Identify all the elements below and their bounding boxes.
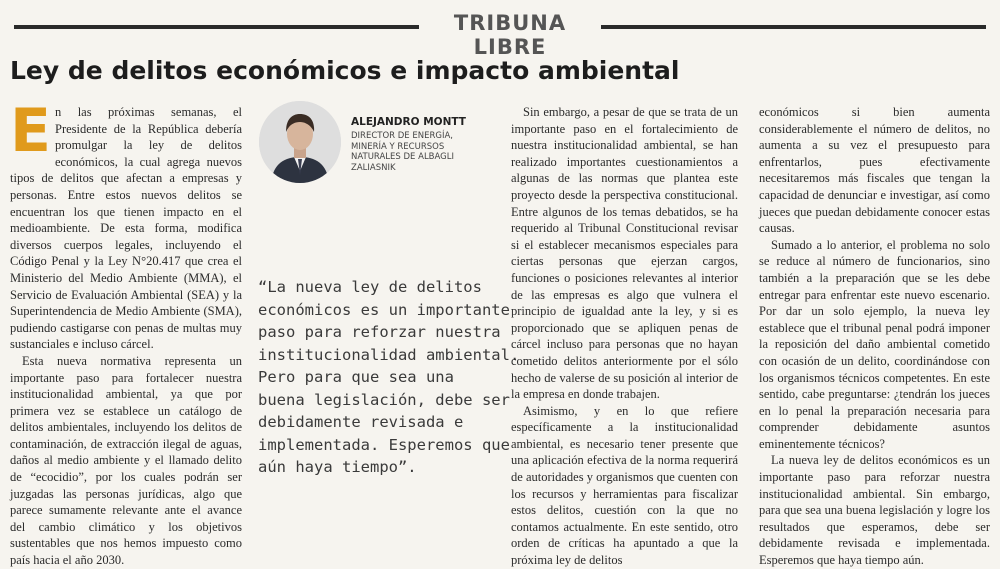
dropcap: E xyxy=(10,96,51,166)
section-label: TRIBUNA LIBRE xyxy=(453,11,567,59)
author-role-line: NATURALES DE ALBAGLI xyxy=(351,152,455,162)
paragraph: Asimismo, y en lo que refiere específicamente a la institucionalidad ambiental, es necesario tener presente que una aplicación efectiva de la norma requerirá de autoridades y organismos que cuenten con los recursos y herramientas para fiscalizar estos delitos, cuestión con la que no contamos actualmente. En este sentido, otro orden de críticas ha apuntado a que la próxima ley de delitos xyxy=(511,403,738,568)
paragraph: económicos si bien aumenta considerablemente el número de delitos, no aumenta a su vez el presupuesto para enfrentarlos, pues efectivamente necesitaremos más fiscales que tengan la capacidad de denunciar e investigar, así como jueces que puedan debidamente conocer estas causas. xyxy=(759,105,990,236)
paragraph-text: n las próximas semanas, el Presidente de la República debería promulgar la ley de delitos económicos, la cual agrega nuevos tipos de delitos que afectan a empresas y personas. Entre estos nuevos delitos se encuentran los que tienen impacto en el medioambiente. De esta forma, modifica diversos cuerpos legales, incluyendo el Código Penal y la Ley N°20.417 que crea el Ministerio del Medio Ambiente (MMA), el Servicio de Evaluación Ambiental (SEA) y la Superintendencia de Medio Ambiente (SMA), pudiendo castigarse con penas de multas muy sustanciales e incluso cárcel. xyxy=(10,105,242,352)
author-role-line: ZALIASNIK xyxy=(351,162,396,173)
header-rule-left xyxy=(14,25,419,29)
author-role-line: DIRECTOR DE ENERGÍA, xyxy=(351,131,453,141)
paragraph: Esta nueva normativa representa un importante paso para fortalecer nuestra institucionalidad ambiental, ya que por primera vez se establece un catálogo de delitos ambientales, incluyendo los delitos de contaminación, de extracción ilegal de aguas, daños al medio ambiente y el llamado delito de “ecocidio”, por los cuales podrán ser juzgadas las personas jurídicas, algo que parece sumamente relevante ante el avance del cambio climático y los objetivos sustentables que nos hemos impuesto como país hacia el año 2030. xyxy=(10,353,242,568)
section-header xyxy=(14,8,986,59)
author-role xyxy=(351,131,491,173)
author-portrait-icon xyxy=(259,101,341,183)
quote-line: institucionalidad ambiental. xyxy=(258,345,520,364)
header-rule-right xyxy=(601,25,986,29)
author-photo xyxy=(259,101,341,183)
pull-quote xyxy=(258,276,520,479)
column-3 xyxy=(511,104,738,569)
quote-line: implementada. Esperemos que xyxy=(258,435,510,454)
headline: Ley de delitos económicos e impacto ambiental xyxy=(10,56,680,85)
quote-line: debidamente revisada e xyxy=(258,413,464,431)
author-byline xyxy=(259,101,499,191)
paragraph: Sumado a lo anterior, el problema no solo se reduce al número de funcionarios, sino también a la preparación que se les debe entregar para enfrentar este nuevo escenario. Por dar un solo ejemplo, la nueva ley establece que el tribunal penal podrá imponer la reposición del daño ambiental cometido con ocasión de un delito, coordinándose con los organismos técnicos competentes. En este sentido, cabe preguntarse: ¿tendrán los jueces en lo penal la preparación necesaria para comprender debidamente asuntos eminentemente técnicos? xyxy=(759,237,990,451)
paragraph: Sin embargo, a pesar de que se trata de un importante paso en el fortalecimiento de nuestra institucionalidad ambiental, se han realizado importantes cuestionamientos a algunas de las normas que plantea este proyecto desde la perspectiva constitucional. Entre algunos de los temas debatidos, se ha requerido al Tribunal Constitucional revisar si el establecer mecanismos especiales para ciertas personas que ejerzan cargos, funciones o posiciones relevantes al interior de las empresas es algo que vulnera el principio de igualdad ante la ley, y si es proporcionado que se apliquen penas de cárcel incluso para personas que no hayan cometido delitos anteriormente por el sólo hecho de valerse de su posición al interior de la empresa en donde trabajen. xyxy=(511,105,738,402)
paragraph: La nueva ley de delitos económicos es un importante paso para reforzar nuestra institucionalidad ambiental. Sin embargo, para que sea una buena legislación y logre los resultados que esperamos, debe ser debidamente revisada e implementada. Esperemos que haya tiempo aún. xyxy=(759,453,990,568)
author-role-line: MINERÍA Y RECURSOS xyxy=(351,141,445,152)
quote-line: Pero para que sea una xyxy=(258,368,454,386)
column-4 xyxy=(759,104,990,569)
paragraph xyxy=(10,96,242,353)
quote-line: “La nueva ley de delitos xyxy=(258,278,482,296)
author-name: ALEJANDRO MONTT xyxy=(351,116,466,128)
quote-line: buena legislación, debe ser xyxy=(258,390,510,409)
quote-line: aún haya tiempo”. xyxy=(258,458,417,476)
column-1 xyxy=(10,96,242,569)
quote-line: paso para reforzar nuestra xyxy=(258,323,501,341)
quote-line: económicos es un importante xyxy=(258,300,510,319)
